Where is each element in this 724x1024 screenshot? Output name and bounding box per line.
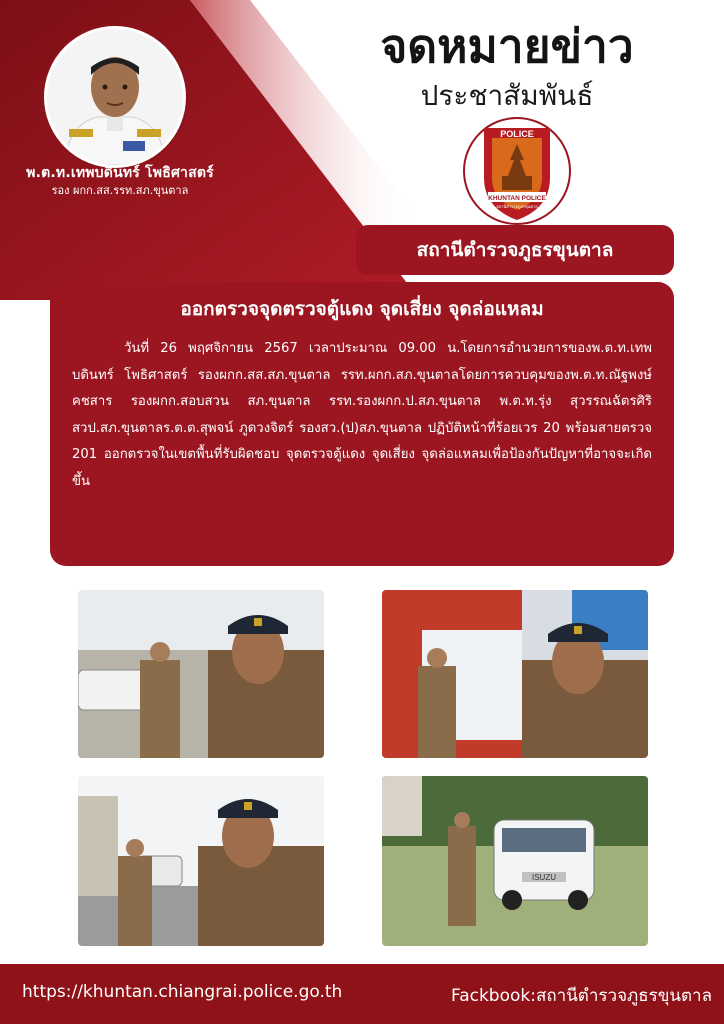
patrol-photo-4 (382, 776, 648, 946)
station-name-label: สถานีตำรวจภูธรขุนตาล (356, 225, 674, 275)
patrol-photo-1 (78, 590, 324, 758)
svg-text:สถานีตำรวจภูธรขุนตาล: สถานีตำรวจภูธรขุนตาล (496, 204, 538, 209)
officer-avatar (44, 26, 186, 168)
police-badge-logo (462, 116, 572, 226)
officer-name: พ.ต.ท.เทพบดินทร์ โพธิศาสตร์ (26, 165, 214, 181)
svg-text:ISUZU: ISUZU (532, 873, 556, 882)
svg-text:KHUNTAN POLICE: KHUNTAN POLICE (488, 195, 546, 202)
patrol-photo-2 (382, 590, 648, 758)
news-article (50, 282, 674, 566)
newsletter-title: จดหมายข่าว (380, 19, 634, 73)
svg-text:POLICE: POLICE (500, 129, 534, 139)
footer-bar (0, 964, 724, 1024)
news-title: ออกตรวจจุดตรวจตู้แดง จุดเสี่ยง จุดล่อแหลม (180, 298, 544, 320)
news-body: วันที่ 26 พฤศจิกายน 2567 เวลาประมาณ 09.00 น.โดยการอำนวยการของพ.ต.ท.เทพบดินทร์ โพธิศาสตร์ รองผกก.สส.สภ.ขุนตาล รรท.ผกก.สภ.ขุนตาลโดยการควบคุมของพ.ต.ท.ณัฐพงษ์ คชสาร รองผกก.สอบสวน สภ.ขุนตาล รรท.รองผกก.ป.สภ.ขุนตาล พ.ต.ท.รุ่ง สุวรรณฉัตรศิริ สวป.สภ.ขุนตาลร.ต.ต.สุพจน์ ภูดวงจิตร์ รองสว.(ป)สภ.ขุนตาล ปฏิบัติหน้าที่ร้อยเวร 20 พร้อมสายตรวจ 201 ออกตรวจในเขตพื้นที่รับผิดชอบ จุดตรวจตู้แดง จุดเสี่ยง จุดล่อแหลมเพื่อป้องกันปัญหาที่อาจจะเกิดขึ้น (72, 341, 652, 489)
website-link[interactable]: https://khuntan.chiangrai.police.go.th (22, 982, 343, 1002)
newsletter-subtitle: ประชาสัมพันธ์ (420, 79, 594, 112)
patrol-photo-3 (78, 776, 324, 946)
officer-position: รอง ผกก.สส.รรท.สภ.ขุนตาล (51, 184, 189, 197)
facebook-link[interactable]: Fackbook:สถานีตำรวจภูธรขุนตาล (450, 986, 712, 1006)
